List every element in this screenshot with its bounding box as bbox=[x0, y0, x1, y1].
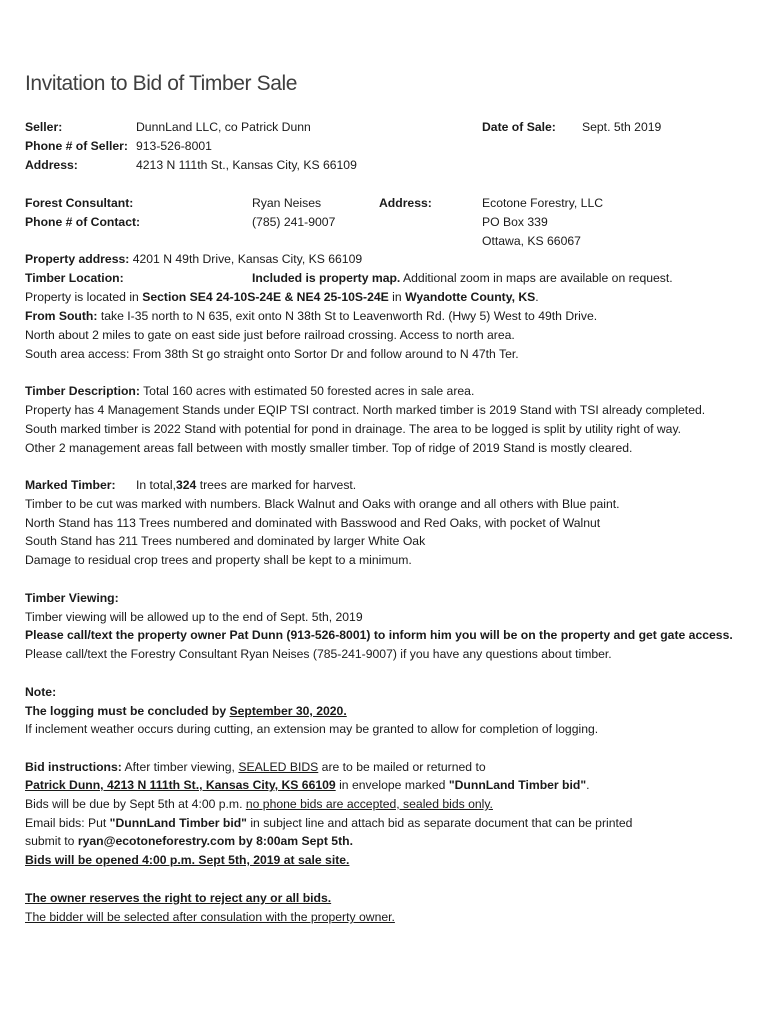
contact-phone-value: (785) 241-9007 bbox=[252, 215, 336, 229]
location-sections: Section SE4 24-10S-24E & NE4 25-10S-24E bbox=[142, 290, 389, 304]
email-subject-mark: "DunnLand Timber bid" bbox=[109, 816, 247, 830]
marked-timber-line4: South Stand has 211 Trees numbered and dominated by larger White Oak bbox=[25, 534, 426, 548]
bid-envelope-pre: in envelope marked bbox=[335, 778, 449, 792]
timber-description-line1 bbox=[25, 383, 474, 400]
timber-description-line4: Other 2 management areas fall between with mostly smaller timber. Top of ridge of 2019 Stand is mostly cleared. bbox=[25, 441, 633, 455]
timber-description-text1: Total 160 acres with estimated 50 forested acres in sale area. bbox=[139, 384, 475, 398]
seller-address-label: Address: bbox=[25, 158, 78, 172]
document-title: Invitation to Bid of Timber Sale bbox=[25, 72, 298, 95]
bid-due-note: no phone bids are accepted, sealed bids only. bbox=[245, 797, 493, 811]
map-note-bold: Included is property map. bbox=[252, 271, 401, 285]
timber-viewing-line3: Please call/text the Forestry Consultant Ryan Neises (785-241-9007) if you have any questions about timber. bbox=[25, 647, 612, 661]
contact-phone-label: Phone # of Contact: bbox=[25, 215, 141, 229]
property-address-value: 4201 N 49th Drive, Kansas City, KS 66109 bbox=[132, 252, 363, 266]
timber-description-line2: Property has 4 Management Stands under EQIP TSI contract. North marked timber is 2019 Stand with TSI already completed. bbox=[25, 403, 706, 417]
note-label: Note: bbox=[25, 685, 57, 699]
bid-due-line bbox=[25, 796, 493, 813]
map-note-rest: Additional zoom in maps are available on request. bbox=[400, 271, 673, 285]
consultant-address-label: Address: bbox=[379, 196, 432, 210]
bid-instructions-line1 bbox=[25, 759, 486, 776]
marked-timber-line5: Damage to residual crop trees and property shall be kept to a minimum. bbox=[25, 553, 412, 567]
email-rest: in subject line and attach bid as separate document that can be printed bbox=[246, 816, 633, 830]
weather-extension-line: If inclement weather occurs during cutting, an extension may be granted to allow for completion of logging. bbox=[25, 722, 599, 736]
marked-timber-intro bbox=[136, 477, 356, 494]
property-address-line bbox=[25, 251, 362, 268]
location-end: . bbox=[535, 290, 539, 304]
email-pre: Email bids: Put bbox=[25, 816, 110, 830]
from-south-line bbox=[25, 308, 597, 325]
bid-line1-b: are to be mailed or returned to bbox=[318, 760, 486, 774]
logging-deadline-line bbox=[25, 703, 347, 720]
property-location-line bbox=[25, 289, 539, 306]
location-pre: Property is located in bbox=[25, 290, 143, 304]
logging-pre: The logging must be concluded by bbox=[25, 704, 230, 718]
timber-viewing-line1: Timber viewing will be allowed up to the end of Sept. 5th, 2019 bbox=[25, 610, 363, 624]
marked-timber-label: Marked Timber: bbox=[25, 478, 116, 492]
logging-date: September 30, 2020. bbox=[229, 704, 347, 718]
map-note bbox=[252, 270, 673, 287]
seller-phone-label: Phone # of Seller: bbox=[25, 139, 128, 153]
bid-envelope-mark: "DunnLand Timber bid" bbox=[448, 778, 587, 792]
bid-opening-line: Bids will be opened 4:00 p.m. Sept 5th, 2019 at sale site. bbox=[25, 853, 350, 867]
consultant-address-line2: PO Box 339 bbox=[482, 215, 548, 229]
submit-email-address: ryan@ecotoneforestry.com by 8:00am Sept 5th. bbox=[77, 834, 353, 848]
timber-location-label: Timber Location: bbox=[25, 271, 124, 285]
seller-value: DunnLand LLC, co Patrick Dunn bbox=[136, 120, 311, 134]
marked-intro-end: trees are marked for harvest. bbox=[196, 478, 357, 492]
bid-line1-a: After timber viewing, bbox=[121, 760, 239, 774]
property-address-label: Property address: bbox=[25, 252, 130, 266]
from-south-text: take I-35 north to N 635, exit onto N 38th St to Leavenworth Rd. (Hwy 5) West to 49th Drive. bbox=[97, 309, 598, 323]
timber-description-label: Timber Description: bbox=[25, 384, 140, 398]
submit-pre: submit to bbox=[25, 834, 78, 848]
timber-viewing-line2: Please call/text the property owner Pat Dunn (913-526-8001) to inform him you will be on the property and get gate access. bbox=[25, 628, 733, 642]
marked-timber-line3: North Stand has 113 Trees numbered and dominated with Basswood and Red Oaks, with pocket of Walnut bbox=[25, 516, 601, 530]
bid-due-pre: Bids will be due by Sept 5th at 4:00 p.m. bbox=[25, 797, 246, 811]
email-bid-line bbox=[25, 815, 632, 832]
submit-email-line bbox=[25, 833, 353, 850]
date-of-sale-label: Date of Sale: bbox=[482, 120, 556, 134]
timber-description-line3: South marked timber is 2022 Stand with potential for pond in drainage. The area to be logged is split by utility right of way. bbox=[25, 422, 682, 436]
from-south-label: From South: bbox=[25, 309, 98, 323]
marked-timber-line2: Timber to be cut was marked with numbers. Black Walnut and Oaks with orange and all others with Blue paint. bbox=[25, 497, 620, 511]
forest-consultant-name: Ryan Neises bbox=[252, 196, 322, 210]
seller-address-value: 4213 N 111th St., Kansas City, KS 66109 bbox=[136, 158, 357, 172]
location-county: Wyandotte County, KS bbox=[405, 290, 536, 304]
marked-intro: In total, bbox=[136, 478, 176, 492]
south-access-line: South area access: From 38th St go straight onto Sortor Dr and follow around to N 47th Ter. bbox=[25, 347, 519, 361]
forest-consultant-label: Forest Consultant: bbox=[25, 196, 134, 210]
sealed-bids-text: SEALED BIDS bbox=[238, 760, 319, 774]
owner-reserves-line: The owner reserves the right to reject any or all bids. bbox=[25, 891, 332, 905]
seller-label: Seller: bbox=[25, 120, 63, 134]
bid-instructions-label: Bid instructions: bbox=[25, 760, 122, 774]
bid-envelope-end: . bbox=[586, 778, 590, 792]
north-access-line: North about 2 miles to gate on east side just before railroad crossing. Access to north area. bbox=[25, 328, 515, 342]
location-mid: in bbox=[388, 290, 406, 304]
consultant-address-line3: Ottawa, KS 66067 bbox=[482, 234, 581, 248]
bidder-selection-line: The bidder will be selected after consulation with the property owner. bbox=[25, 910, 395, 924]
date-of-sale-value: Sept. 5th 2019 bbox=[582, 120, 662, 134]
bid-mail-address: Patrick Dunn, 4213 N 111th St., Kansas City, KS 66109 bbox=[25, 778, 336, 792]
marked-count: 324 bbox=[175, 478, 197, 492]
timber-viewing-label: Timber Viewing: bbox=[25, 591, 119, 605]
seller-phone-value: 913-526-8001 bbox=[136, 139, 212, 153]
bid-mail-line bbox=[25, 777, 590, 794]
consultant-address-line1: Ecotone Forestry, LLC bbox=[482, 196, 604, 210]
